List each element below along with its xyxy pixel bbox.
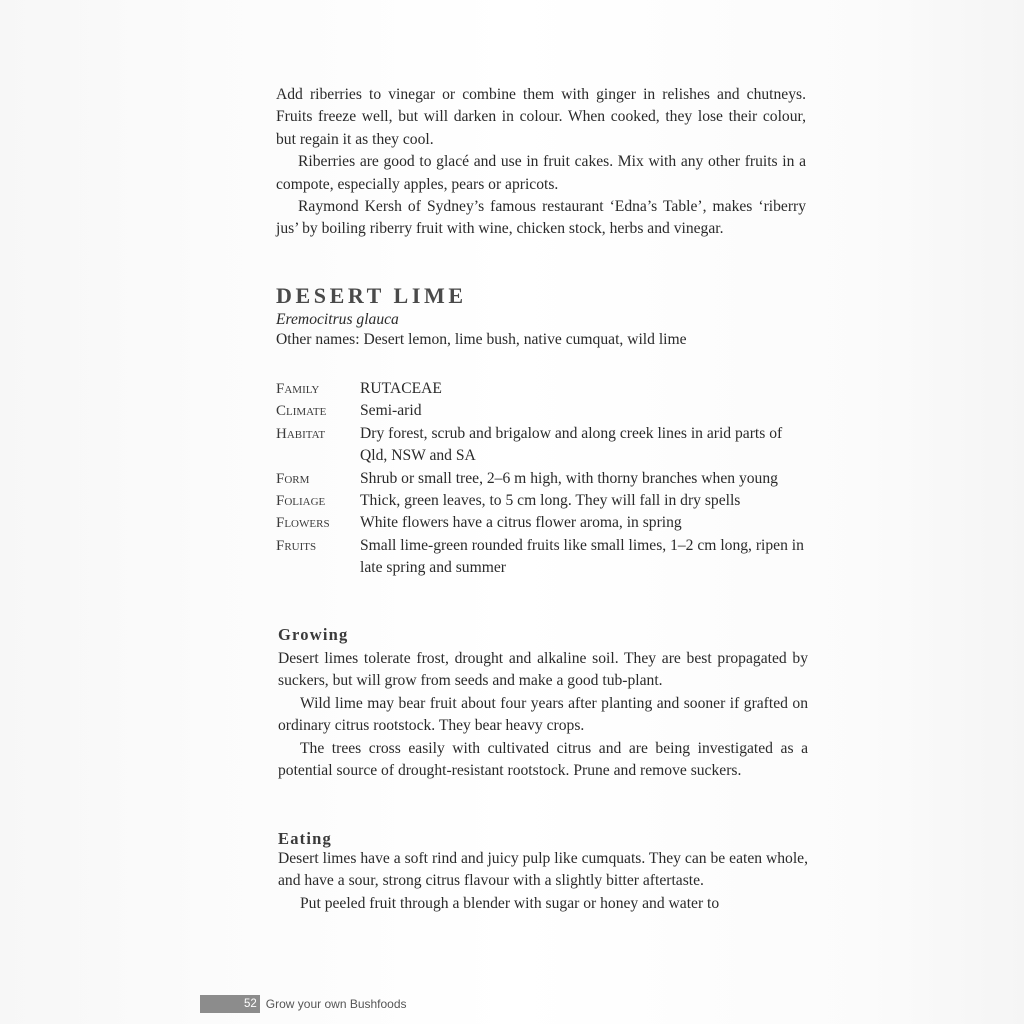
fact-label: Climate	[276, 403, 327, 420]
page-number: 52	[242, 995, 260, 1013]
fact-value: Small lime-green rounded fruits like small limes, 1–2 cm long, ripen in late spring and summer	[360, 536, 804, 577]
fact-row-habitat	[276, 423, 806, 468]
fact-value: Thick, green leaves, to 5 cm long. They will fall in dry spells	[360, 492, 741, 510]
fact-value: RUTACEAE	[360, 380, 442, 397]
growing-text	[278, 648, 808, 782]
fact-table	[276, 378, 806, 580]
eating-text	[278, 848, 808, 915]
fact-row-fruits	[276, 535, 806, 580]
fact-label: Flowers	[276, 515, 330, 532]
fact-row-flowers	[276, 512, 806, 534]
entry-title: DESERT LIME	[276, 283, 467, 308]
paragraph: Raymond Kersh of Sydney’s famous restaurant ‘Edna’s Table’, makes ‘riberry jus’ by boiling riberry fruit with wine, chicken stock, herbs and vinegar.	[276, 198, 806, 238]
paragraph: Add riberries to vinegar or combine them with ginger in relishes and chutneys. Fruits freeze well, but will darken in colour. When cooked, they lose their colour, but regain it as they cool.	[276, 86, 806, 148]
scientific-name: Eremocitrus glauca	[276, 311, 399, 328]
fact-label: Habitat	[276, 425, 326, 442]
growing-heading: Growing	[278, 625, 349, 644]
book-title: Grow your own Bushfoods	[265, 996, 407, 1011]
paragraph: Desert limes have a soft rind and juicy pulp like cumquats. They can be eaten whole, and have a sour, strong citrus flavour with a slightly bitter aftertaste.	[278, 850, 808, 890]
fact-label: Foliage	[276, 493, 326, 510]
paragraph: Riberries are good to glacé and use in fruit cakes. Mix with any other fruits in a compote, especially apples, pears or apricots.	[276, 153, 806, 193]
fact-value: Dry forest, scrub and brigalow and along creek lines in arid parts of Qld, NSW and SA	[360, 424, 783, 465]
fact-value: White flowers have a citrus flower aroma, in spring	[360, 514, 682, 532]
fact-row-climate	[276, 400, 806, 422]
other-names: Other names: Desert lemon, lime bush, native cumquat, wild lime	[276, 331, 687, 348]
paragraph: Put peeled fruit through a blender with sugar or honey and water to	[300, 894, 720, 912]
eating-heading: Eating	[278, 829, 332, 848]
fact-row-form	[276, 468, 806, 490]
footer-bar	[200, 995, 244, 1013]
fact-row-foliage	[276, 490, 806, 512]
fact-label: Fruits	[276, 537, 317, 554]
fact-label: Family	[276, 381, 320, 397]
fact-value: Shrub or small tree, 2–6 m high, with thorny branches when young	[360, 469, 778, 487]
paragraph: The trees cross easily with cultivated citrus and are being investigated as a potential source of drought-resistant rootstock. Prune and remove suckers.	[278, 739, 808, 780]
fact-value: Semi-arid	[360, 402, 422, 420]
fact-row-family	[276, 378, 806, 400]
paragraph: Wild lime may bear fruit about four years after planting and sooner if grafted on ordinary citrus rootstock. They bear heavy crops.	[278, 694, 808, 735]
paragraph: Desert limes tolerate frost, drought and alkaline soil. They are best propagated by suckers, but will grow from seeds and make a good tub-plant.	[278, 650, 808, 690]
fact-label: Form	[276, 470, 310, 487]
intro-text	[276, 84, 806, 241]
page-footer	[200, 994, 407, 1013]
